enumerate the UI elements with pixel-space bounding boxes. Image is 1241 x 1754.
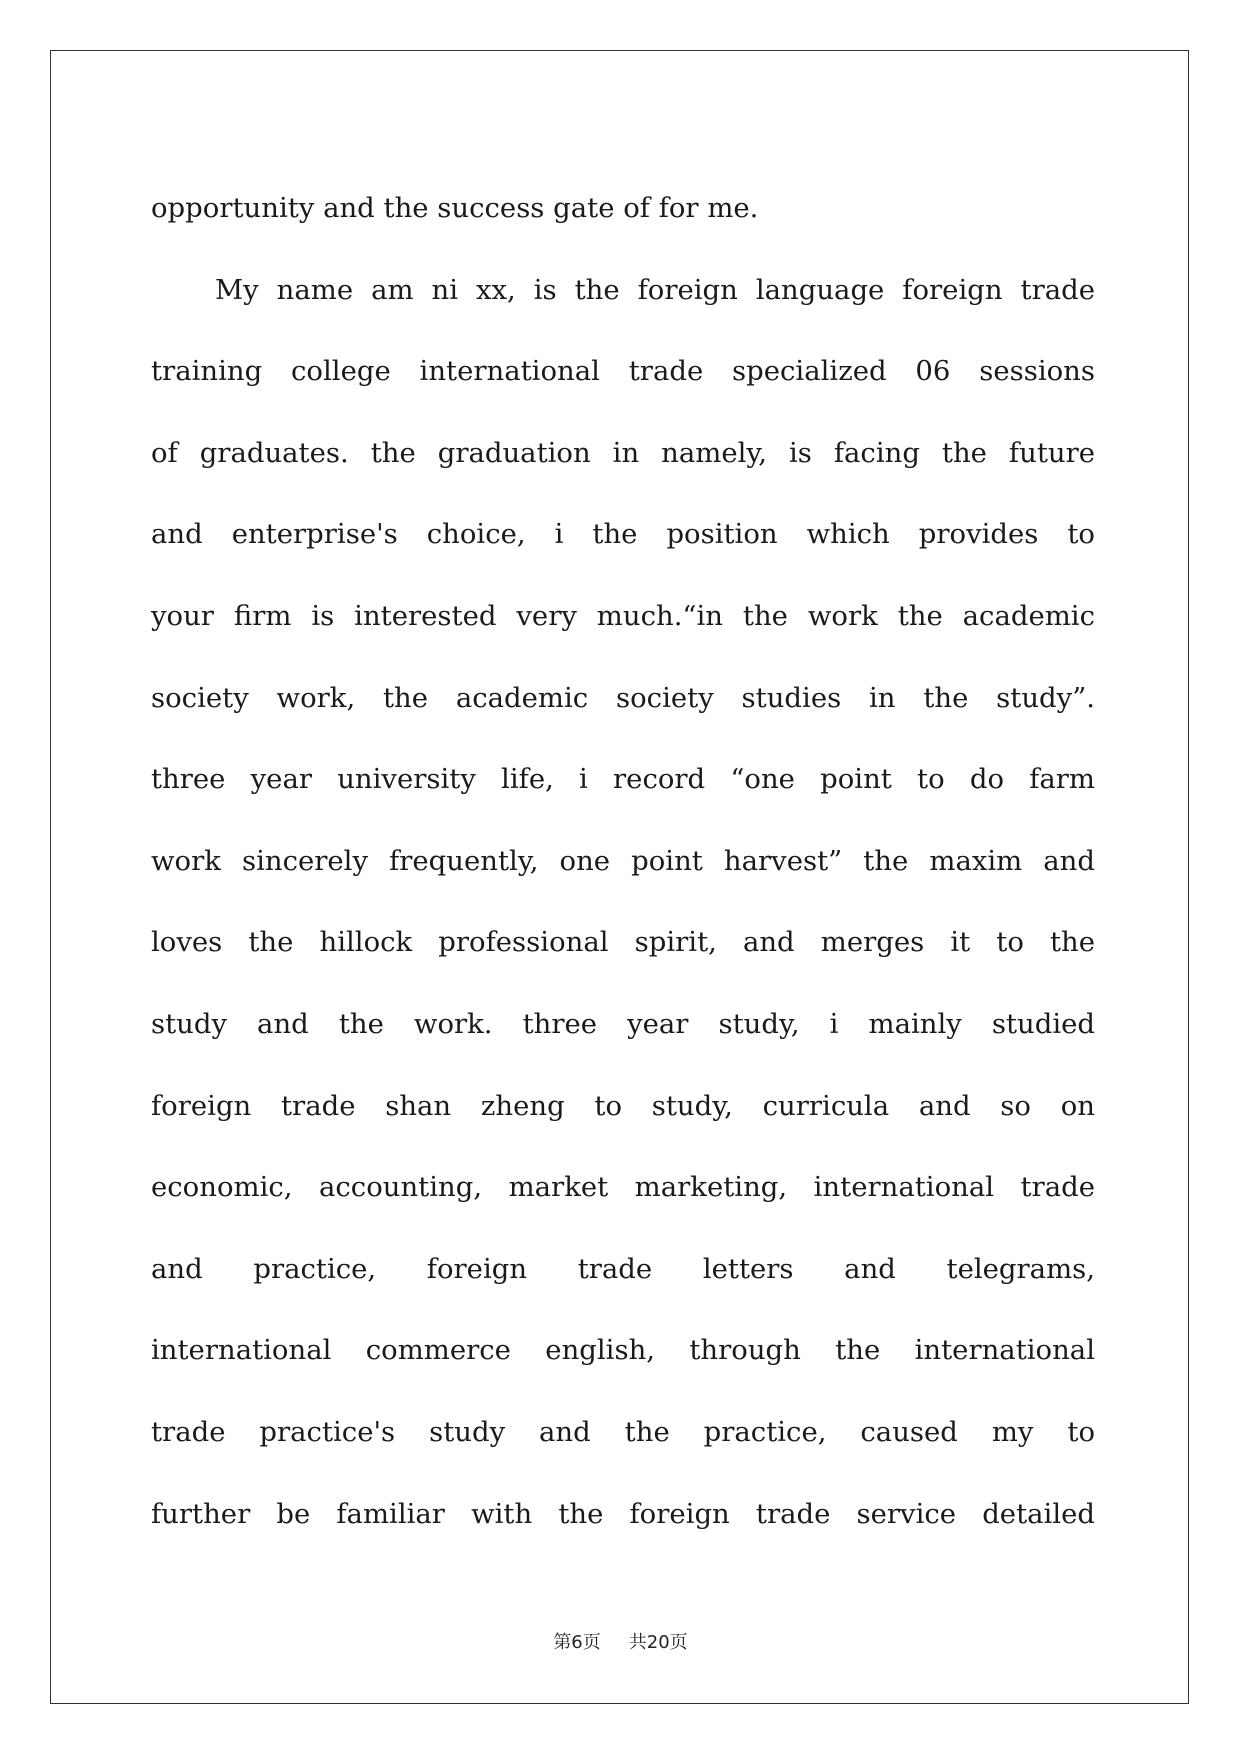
text-line: My name am ni xx, is the foreign language foreign trade <box>215 273 1095 306</box>
text-line: international commerce english, through the international <box>151 1334 1095 1367</box>
text-line: and practice, foreign trade letters and telegrams, <box>151 1252 1095 1285</box>
text-line: your firm is interested very much.“in the work the academic <box>151 599 1095 632</box>
body-text <box>151 168 1095 1555</box>
text-line: opportunity and the success gate of for me. <box>151 192 759 224</box>
text-line: and enterprise's choice, i the position which provides to <box>151 518 1095 551</box>
text-line: three year university life, i record “one point to do farm <box>151 763 1095 796</box>
page-footer <box>0 1628 1241 1654</box>
text-line: trade practice's study and the practice, caused my to <box>151 1415 1095 1448</box>
text-line: work sincerely frequently, one point harvest” the maxim and <box>151 844 1095 877</box>
text-line: of graduates. the graduation in namely, is facing the future <box>151 436 1095 469</box>
text-line: loves the hillock professional spirit, and merges it to the <box>151 926 1095 959</box>
text-line: further be familiar with the foreign trade service detailed <box>151 1497 1095 1530</box>
text-line: foreign trade shan zheng to study, curricula and so on <box>151 1089 1095 1122</box>
text-line: society work, the academic society studies in the study”. <box>151 681 1095 714</box>
text-line: study and the work. three year study, i mainly studied <box>151 1007 1095 1040</box>
page-total: 共20页 <box>628 1632 688 1653</box>
text-line: economic, accounting, market marketing, international trade <box>151 1171 1095 1204</box>
text-line: training college international trade specialized 06 sessions <box>151 355 1095 388</box>
page-number: 第6页 <box>553 1632 601 1653</box>
